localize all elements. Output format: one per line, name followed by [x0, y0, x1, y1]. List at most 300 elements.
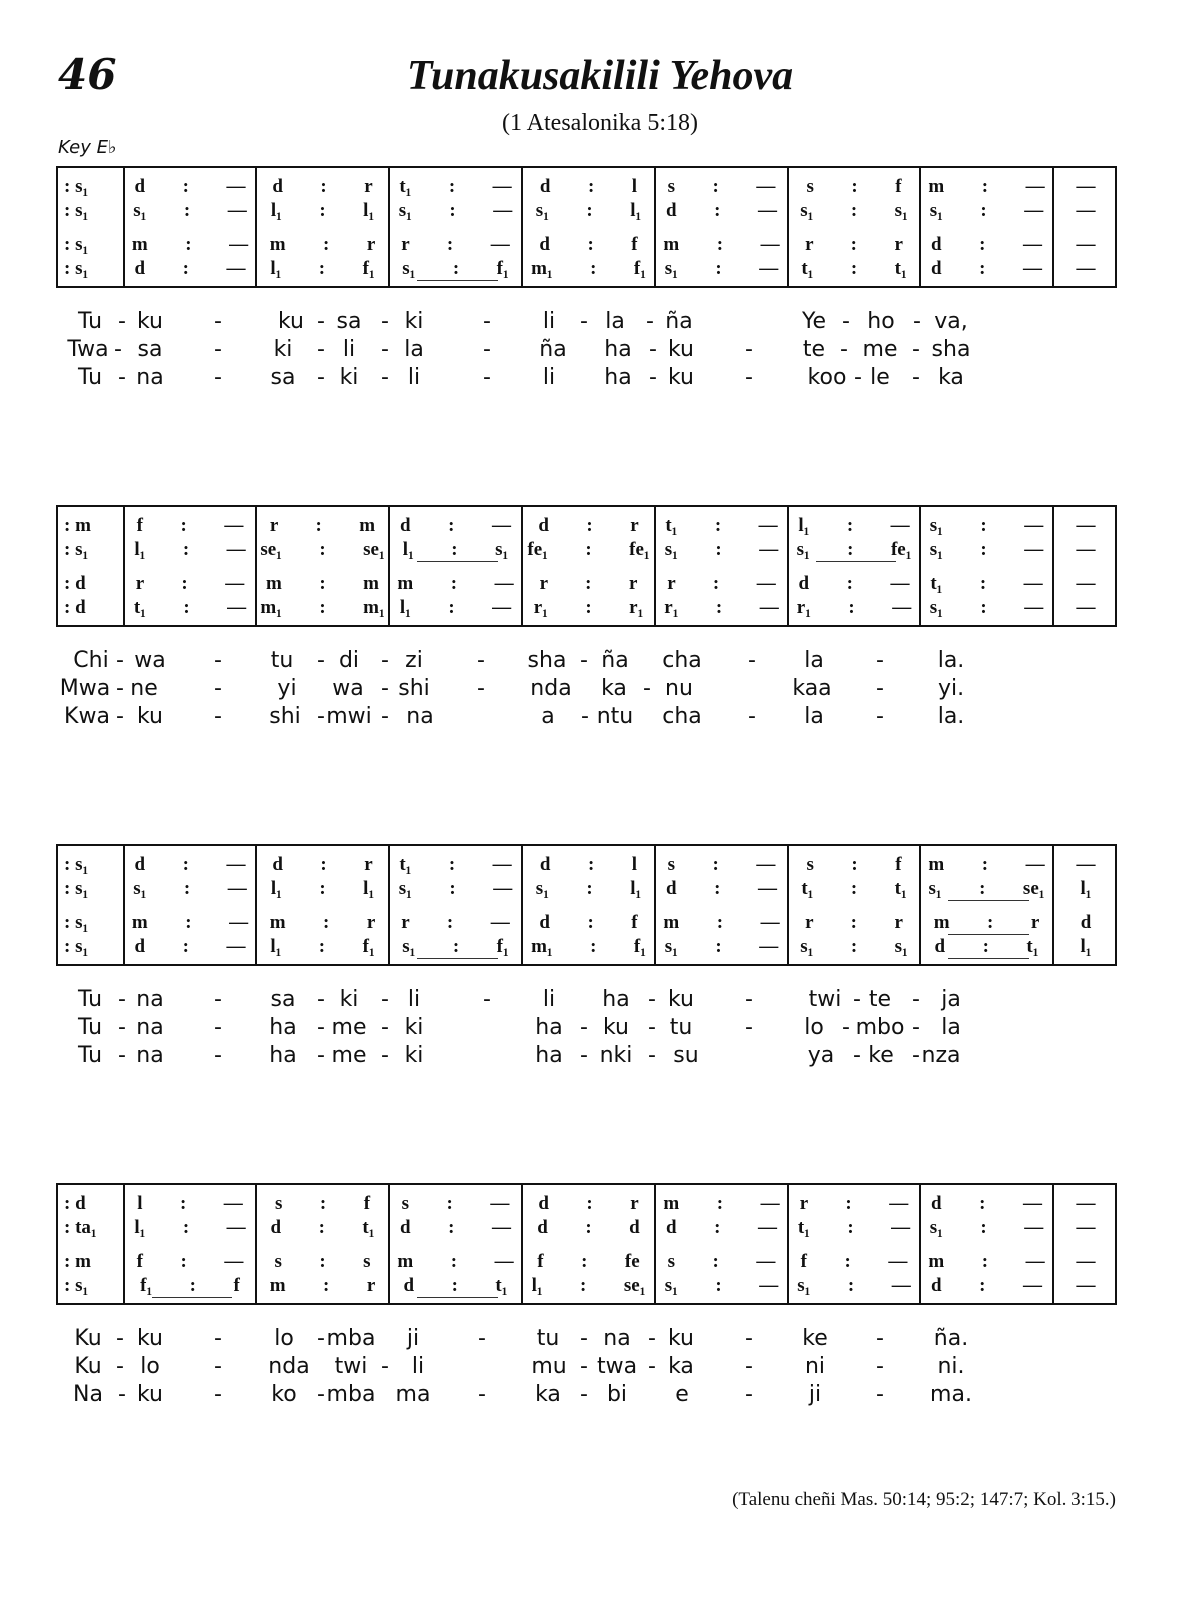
- measure-cell: [522, 174, 655, 200]
- note-group: m : —: [928, 854, 1045, 875]
- slur-underline: [152, 1297, 232, 1298]
- syllable-hyphen: -: [381, 1015, 389, 1040]
- note: d: [1080, 912, 1092, 933]
- lyric-syllable: ke: [802, 1326, 828, 1351]
- syllable-hyphen: -: [643, 676, 651, 701]
- note-group: l₁ : —: [798, 515, 910, 536]
- measure-cell: [1053, 595, 1119, 621]
- syllable-hyphen: -: [381, 1043, 389, 1068]
- measure-cell: [788, 910, 920, 936]
- note-group: l₁ : —: [134, 539, 246, 560]
- lyric-syllable: lo: [140, 1354, 160, 1379]
- note-group: t₁ : t₁: [801, 258, 907, 279]
- lyric-syllable: nda: [530, 676, 572, 701]
- note-group: l₁ : l₁: [270, 878, 375, 899]
- lyric-syllable: nki: [599, 1043, 633, 1068]
- measure-cell: [920, 1191, 1053, 1217]
- note-group: d : —: [931, 234, 1042, 255]
- measure-cell: [256, 1249, 389, 1275]
- lyric-syllable: ni.: [937, 1354, 965, 1379]
- lyric-syllable: ku: [136, 1382, 164, 1407]
- lyric-syllable: li: [411, 1354, 425, 1379]
- measure-cell: [256, 513, 389, 539]
- syllable-hyphen: -: [483, 987, 491, 1012]
- syllable-hyphen: -: [745, 1326, 753, 1351]
- syllable-hyphen: -: [876, 676, 884, 701]
- note-group: m : —: [397, 573, 514, 594]
- note: : d: [64, 1193, 86, 1214]
- lyric-syllable: ku: [667, 337, 695, 362]
- measure-cell: [389, 174, 522, 200]
- syllable-hyphen: -: [116, 648, 124, 673]
- measure-cell: [920, 1215, 1053, 1241]
- note-group: r : r: [805, 234, 903, 255]
- measure-cell: [788, 198, 920, 224]
- measure-cell: [920, 232, 1053, 258]
- measure-cell: [1053, 256, 1119, 282]
- measure-cell: [655, 1273, 788, 1299]
- lyric-syllable: nda: [268, 1354, 310, 1379]
- syllable-hyphen: -: [381, 987, 389, 1012]
- voice-row: [58, 595, 1115, 621]
- syllable-hyphen: -: [649, 365, 657, 390]
- note-group: d : —: [400, 515, 511, 536]
- music-system-3: [56, 844, 1117, 966]
- lyric-syllable: zi: [405, 648, 423, 673]
- measure-cell: [256, 876, 389, 902]
- measure-cell: [522, 1249, 655, 1275]
- lyric-syllable: ha: [535, 1015, 563, 1040]
- voice-row: [58, 232, 1115, 258]
- syllable-hyphen: -: [317, 648, 325, 673]
- measure-cell: [389, 595, 522, 621]
- measure-cell: [522, 910, 655, 936]
- note-group: r₁ : —: [664, 597, 779, 618]
- measure-cell: [788, 1273, 920, 1299]
- syllable-hyphen: -: [214, 704, 222, 729]
- measure-cell: [522, 595, 655, 621]
- measure-cell: [389, 876, 522, 902]
- lyric-line: [56, 336, 1117, 364]
- syllable-hyphen: -: [118, 987, 126, 1012]
- measure-cell: [58, 934, 124, 960]
- note: : s₁: [64, 936, 89, 957]
- measure-cell: [920, 571, 1053, 597]
- measure-cell: [124, 910, 256, 936]
- syllable-hyphen: -: [214, 676, 222, 701]
- measure-cell: [522, 876, 655, 902]
- note-group: f : —: [136, 1251, 244, 1272]
- measure-cell: [920, 1249, 1053, 1275]
- measure-cell: [1053, 1191, 1119, 1217]
- voice-row: [58, 1191, 1115, 1217]
- note-group: m : —: [663, 234, 780, 255]
- syllable-hyphen: -: [214, 1382, 222, 1407]
- lyric-syllable: ma.: [930, 1382, 972, 1407]
- measure-cell: [920, 852, 1053, 878]
- syllable-hyphen: -: [842, 1015, 850, 1040]
- note-group: s : s: [274, 1251, 371, 1272]
- lyric-syllable: la.: [937, 648, 965, 673]
- note-group: s₁ : —: [133, 200, 247, 221]
- lyric-syllable: Chi: [73, 648, 109, 673]
- note-group: m : r: [269, 1275, 376, 1296]
- lyric-syllable: ko: [271, 1382, 297, 1407]
- note-group: d : f: [539, 912, 638, 933]
- note-group: s₁ : f₁: [402, 936, 509, 957]
- note-group: s₁ : f₁: [402, 258, 509, 279]
- lyric-syllable: ke: [868, 1043, 894, 1068]
- note-group: s₁ : —: [929, 597, 1044, 618]
- lyric-syllable: ki: [404, 309, 424, 334]
- measure-cell: [522, 513, 655, 539]
- note-group: r : —: [401, 912, 510, 933]
- syllable-hyphen: -: [580, 648, 588, 673]
- lyric-syllable: wa: [134, 648, 166, 673]
- note-group: m : r: [269, 234, 376, 255]
- measure-cell: [655, 513, 788, 539]
- measure-cell: [1053, 537, 1119, 563]
- lyric-syllable: ma: [395, 1382, 431, 1407]
- voice-row: [58, 174, 1115, 200]
- measure-cell: [256, 232, 389, 258]
- syllable-hyphen: -: [116, 1326, 124, 1351]
- measure-cell: [256, 1215, 389, 1241]
- lyric-syllable: sa: [336, 309, 362, 334]
- lyric-syllable: sa: [270, 987, 296, 1012]
- syllable-hyphen: -: [381, 648, 389, 673]
- note-group: d : —: [931, 1275, 1042, 1296]
- note-group: d : —: [666, 1217, 777, 1238]
- note: —: [1076, 515, 1096, 536]
- syllable-hyphen: -: [317, 1015, 325, 1040]
- note-group: d : —: [931, 1193, 1042, 1214]
- lyric-line: [56, 1325, 1117, 1353]
- syllable-hyphen: -: [912, 987, 920, 1012]
- note: —: [1076, 176, 1096, 197]
- syllable-hyphen: -: [912, 337, 920, 362]
- measure-cell: [655, 174, 788, 200]
- syllable-hyphen: -: [317, 309, 325, 334]
- slur-underline: [417, 280, 498, 281]
- measure-cell: [58, 1191, 124, 1217]
- lyric-line: [56, 1042, 1117, 1070]
- measure-cell: [1053, 1249, 1119, 1275]
- lyric-syllable: ji: [808, 1382, 822, 1407]
- note-group: s₁ : —: [797, 1275, 911, 1296]
- lyric-syllable: na: [136, 987, 164, 1012]
- measure-cell: [389, 513, 522, 539]
- lyric-syllable: Tu: [77, 987, 103, 1012]
- note-group: s₁ : —: [664, 539, 779, 560]
- note-group: l₁ : —: [399, 597, 512, 618]
- measure-cell: [788, 876, 920, 902]
- lyric-syllable: Tu: [77, 1015, 103, 1040]
- measure-cell: [389, 571, 522, 597]
- lyric-syllable: ki: [404, 1043, 424, 1068]
- note: —: [1076, 854, 1096, 875]
- syllable-hyphen: -: [580, 1326, 588, 1351]
- lyric-syllable: me: [331, 1015, 367, 1040]
- note-group: m : —: [131, 234, 249, 255]
- syllable-hyphen: -: [854, 365, 862, 390]
- measure-cell: [58, 876, 124, 902]
- note-group: d : l: [539, 854, 638, 875]
- note-group: d : r: [538, 1193, 639, 1214]
- measure-cell: [788, 1215, 920, 1241]
- measure-cell: [655, 1191, 788, 1217]
- measure-cell: [124, 513, 256, 539]
- measure-cell: [389, 232, 522, 258]
- measure-cell: [389, 537, 522, 563]
- measure-cell: [1053, 571, 1119, 597]
- lyric-syllable: mwi: [326, 704, 372, 729]
- voice-row: [58, 852, 1115, 878]
- music-system-1: [56, 166, 1117, 288]
- slur-underline: [417, 958, 498, 959]
- note-group: s : —: [667, 176, 776, 197]
- syllable-hyphen: -: [912, 1015, 920, 1040]
- lyric-syllable: ki: [404, 1015, 424, 1040]
- note-group: m : m: [266, 573, 379, 594]
- voice-row: [58, 571, 1115, 597]
- voice-row: [58, 910, 1115, 936]
- syllable-hyphen: -: [214, 1354, 222, 1379]
- note-group: r₁ : —: [796, 597, 912, 618]
- syllable-hyphen: -: [317, 704, 325, 729]
- measure-cell: [788, 256, 920, 282]
- note-group: d : —: [931, 258, 1042, 279]
- syllable-hyphen: -: [745, 1015, 753, 1040]
- lyric-syllable: na: [136, 1043, 164, 1068]
- lyric-syllable: ña.: [933, 1326, 969, 1351]
- lyric-syllable: ha: [269, 1043, 297, 1068]
- measure-cell: [522, 934, 655, 960]
- syllable-hyphen: -: [214, 365, 222, 390]
- note: : d: [64, 573, 86, 594]
- measure-cell: [1053, 198, 1119, 224]
- note-group: s : —: [401, 1193, 510, 1214]
- note-group: s₁ : —: [398, 200, 513, 221]
- lyric-syllable: Twa: [67, 337, 109, 362]
- measure-cell: [788, 1249, 920, 1275]
- syllable-hyphen: -: [840, 337, 848, 362]
- measure-cell: [655, 934, 788, 960]
- lyric-syllable: ni: [804, 1354, 826, 1379]
- measure-cell: [788, 537, 920, 563]
- note: : s₁: [64, 234, 89, 255]
- note: —: [1076, 573, 1096, 594]
- measure-cell: [655, 852, 788, 878]
- note-group: t₁ : —: [930, 573, 1043, 594]
- measure-cell: [389, 1191, 522, 1217]
- voice-row: [58, 876, 1115, 902]
- syllable-hyphen: -: [648, 1043, 656, 1068]
- measure-cell: [124, 876, 256, 902]
- measure-cell: [256, 537, 389, 563]
- syllable-hyphen: -: [317, 987, 325, 1012]
- lyric-syllable: ku: [667, 365, 695, 390]
- syllable-hyphen: -: [580, 1043, 588, 1068]
- note: —: [1076, 1217, 1096, 1238]
- note-group: d : d: [537, 1217, 640, 1238]
- note-group: s₁ : l₁: [535, 200, 642, 221]
- measure-cell: [788, 1191, 920, 1217]
- measure-cell: [58, 1249, 124, 1275]
- measure-cell: [58, 595, 124, 621]
- syllable-hyphen: -: [214, 337, 222, 362]
- voice-row: [58, 198, 1115, 224]
- lyric-syllable: koo: [807, 365, 847, 390]
- measure-cell: [1053, 232, 1119, 258]
- lyric-syllable: la: [605, 309, 625, 334]
- lyric-syllable: la.: [937, 704, 965, 729]
- note-group: f : —: [136, 515, 244, 536]
- lyric-syllable: wa: [332, 676, 364, 701]
- lyric-syllable: na: [603, 1326, 631, 1351]
- lyric-syllable: mba: [326, 1382, 376, 1407]
- syllable-hyphen: -: [478, 1326, 486, 1351]
- note-group: m : —: [928, 176, 1045, 197]
- note-group: s₁ : —: [398, 878, 513, 899]
- note-group: d : —: [798, 573, 910, 594]
- lyric-syllable: li: [407, 365, 421, 390]
- note: : d: [64, 597, 86, 618]
- note-group: m₁ : f₁: [531, 936, 646, 957]
- footer-references: (Talenu cheñi Mas. 50:14; 95:2; 147:7; Kol. 3:15.): [732, 1489, 1116, 1510]
- lyric-syllable: di: [338, 648, 360, 673]
- measure-cell: [1053, 513, 1119, 539]
- syllable-hyphen: -: [876, 648, 884, 673]
- note-group: r : —: [401, 234, 510, 255]
- note-group: m₁ : f₁: [531, 258, 646, 279]
- measure-cell: [920, 934, 1053, 960]
- note-group: s₁ : —: [929, 1217, 1044, 1238]
- note: : s₁: [64, 1275, 89, 1296]
- measure-cell: [256, 198, 389, 224]
- measure-cell: [256, 934, 389, 960]
- note-group: t₁ : —: [797, 1217, 911, 1238]
- lyric-syllable: ña: [665, 309, 693, 334]
- syllable-hyphen: -: [876, 704, 884, 729]
- syllable-hyphen: -: [214, 1326, 222, 1351]
- note: —: [1076, 539, 1096, 560]
- lyric-syllable: ya: [807, 1043, 835, 1068]
- measure-cell: [522, 198, 655, 224]
- syllable-hyphen: -: [580, 1382, 588, 1407]
- syllable-hyphen: -: [214, 1015, 222, 1040]
- lyric-syllable: li: [542, 309, 556, 334]
- lyric-syllable: kaa: [792, 676, 832, 701]
- lyric-syllable: li: [542, 987, 556, 1012]
- syllable-hyphen: -: [477, 676, 485, 701]
- measure-cell: [655, 1249, 788, 1275]
- note-group: m : r: [269, 912, 376, 933]
- measure-cell: [920, 198, 1053, 224]
- measure-cell: [389, 1215, 522, 1241]
- note-group: s₁ : —: [664, 258, 779, 279]
- measure-cell: [655, 876, 788, 902]
- lyric-syllable: Tu: [77, 365, 103, 390]
- lyric-syllable: ña: [601, 648, 629, 673]
- syllable-hyphen: -: [853, 1043, 861, 1068]
- measure-cell: [58, 571, 124, 597]
- note-group: l₁ : f₁: [270, 936, 375, 957]
- note-group: m : —: [663, 1193, 780, 1214]
- syllable-hyphen: -: [317, 1043, 325, 1068]
- syllable-hyphen: -: [118, 365, 126, 390]
- measure-cell: [655, 910, 788, 936]
- measure-cell: [522, 256, 655, 282]
- syllable-hyphen: -: [317, 1326, 325, 1351]
- measure-cell: [58, 852, 124, 878]
- syllable-hyphen: -: [649, 337, 657, 362]
- measure-cell: [256, 852, 389, 878]
- lyric-syllable: Tu: [77, 309, 103, 334]
- note-group: f : —: [800, 1251, 908, 1272]
- lyric-syllable: la: [941, 1015, 961, 1040]
- syllable-hyphen: -: [745, 337, 753, 362]
- measure-cell: [124, 595, 256, 621]
- syllable-hyphen: -: [648, 1015, 656, 1040]
- lyric-syllable: ha: [604, 337, 632, 362]
- lyric-syllable: li: [407, 987, 421, 1012]
- measure-cell: [124, 537, 256, 563]
- note: : ta₁: [64, 1217, 97, 1238]
- note-group: s : —: [667, 854, 776, 875]
- note-group: l₁ : s₁: [402, 539, 509, 560]
- note-group: s₁ : se₁: [928, 878, 1045, 899]
- note-group: d : —: [666, 878, 777, 899]
- lyric-syllable: Tu: [77, 1043, 103, 1068]
- note-group: m : —: [928, 1251, 1045, 1272]
- note-group: l₁ : se₁: [531, 1275, 646, 1296]
- lyric-line: [56, 364, 1117, 392]
- lyric-syllable: ku: [667, 1326, 695, 1351]
- lyric-syllable: te: [868, 987, 892, 1012]
- measure-cell: [256, 174, 389, 200]
- lyric-line: [56, 986, 1117, 1014]
- note-group: s₁ : l₁: [535, 878, 642, 899]
- syllable-hyphen: -: [648, 1326, 656, 1351]
- measure-cell: [1053, 910, 1119, 936]
- lyric-syllable: Mwa: [59, 676, 111, 701]
- measure-cell: [124, 852, 256, 878]
- syllable-hyphen: -: [580, 1015, 588, 1040]
- lyric-syllable: twi: [808, 987, 842, 1012]
- lyric-syllable: yi: [277, 676, 297, 701]
- lyric-syllable: tu: [270, 648, 294, 673]
- measure-cell: [124, 1215, 256, 1241]
- note-group: d : t₁: [934, 936, 1039, 957]
- note-group: t₁ : t₁: [801, 878, 907, 899]
- measure-cell: [655, 1215, 788, 1241]
- lyric-syllable: li: [542, 365, 556, 390]
- note-group: s₁ : —: [929, 515, 1044, 536]
- note: : s₁: [64, 258, 89, 279]
- syllable-hyphen: -: [912, 365, 920, 390]
- note-group: d : t₁: [270, 1217, 375, 1238]
- slur-underline: [417, 1297, 498, 1298]
- note-group: s₁ : s₁: [800, 936, 908, 957]
- lyric-syllable: ku: [136, 1326, 164, 1351]
- slur-underline: [948, 958, 1029, 959]
- note: : s₁: [64, 200, 89, 221]
- syllable-hyphen: -: [118, 1043, 126, 1068]
- note-group: t₁ : —: [399, 854, 512, 875]
- measure-cell: [522, 571, 655, 597]
- lyric-syllable: mba: [326, 1326, 376, 1351]
